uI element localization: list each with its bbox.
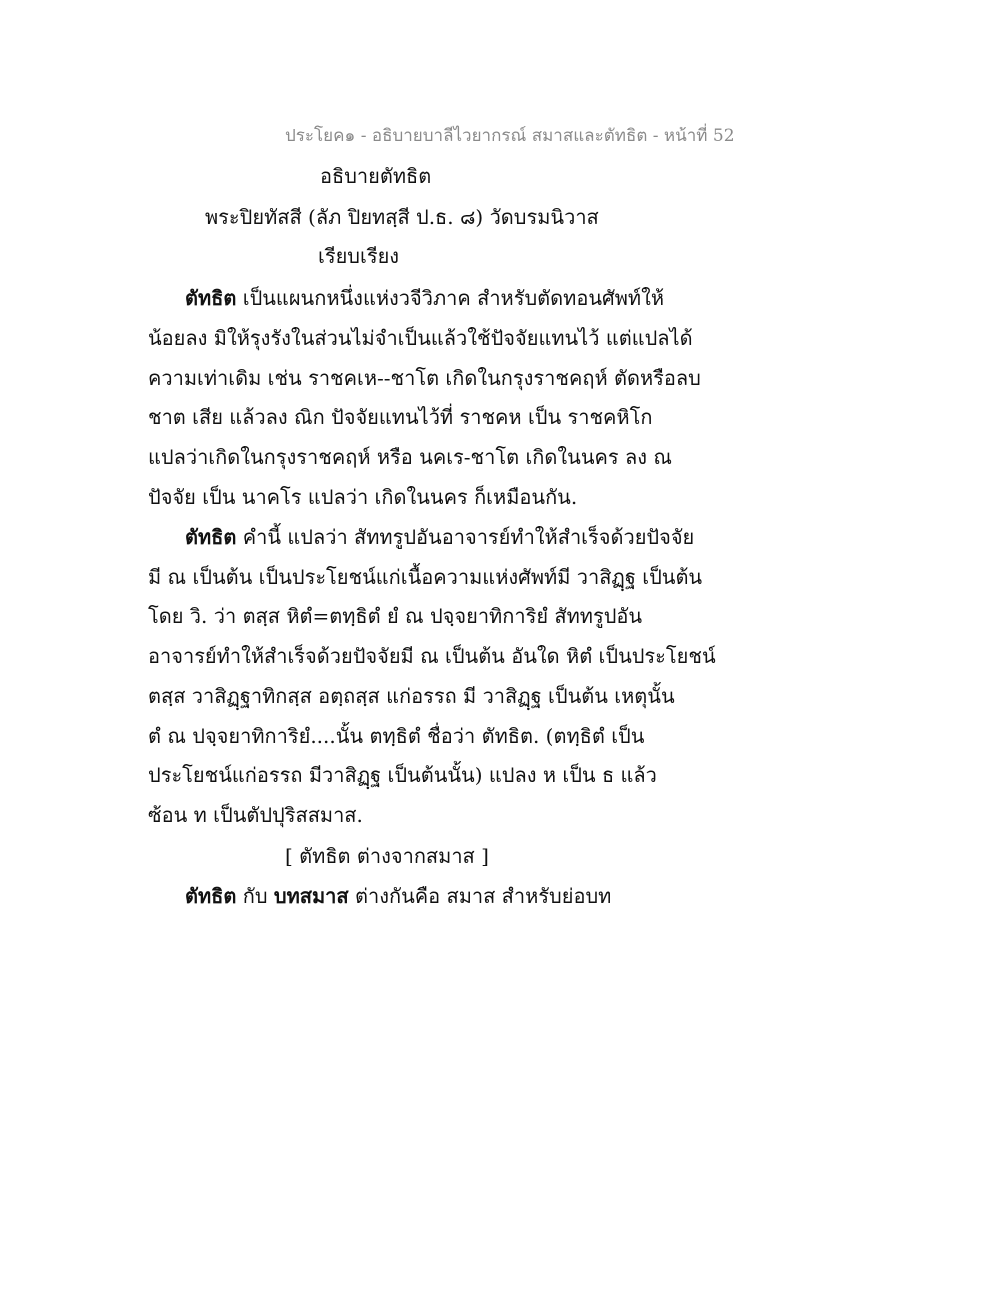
paragraph3-term1: ตัทธิต bbox=[185, 884, 237, 908]
document-title: อธิบายตัทธิต bbox=[320, 164, 432, 188]
paragraph2-line4: อาจารย์ทำให้สำเร็จด้วยปัจจัยมี ณ เป็นต้น อันใด หิตํ เป็นประโยชน์ bbox=[148, 644, 716, 668]
paragraph2-line3: โดย วิ. ว่า ตสฺส หิตํ=ตทฺธิตํ ยํ ณ ปจฺจยาทิการิยํ สัททรูปอัน bbox=[148, 604, 643, 628]
paragraph1-line2: น้อยลง มิให้รุงรังในส่วนไม่จำเป็นแล้วใช้ปัจจัยแทนไว้ แต่แปลได้ bbox=[148, 326, 693, 350]
paragraph1-line6: ปัจจัย เป็น นาคโร แปลว่า เกิดในนคร ก็เหมือนกัน. bbox=[148, 485, 578, 509]
paragraph3-term2: บทสมาส bbox=[273, 884, 349, 908]
paragraph3-line1 bbox=[185, 880, 611, 912]
paragraph1-line1-text: เป็นแผนกหนึ่งแห่งวจีวิภาค สำหรับตัดทอนศัพท์ให้ bbox=[236, 286, 665, 310]
paragraph2-line2: มี ณ เป็นต้น เป็นประโยชน์แก่เนื้อความแห่งศัพท์มี วาสิฏฺฐ เป็นต้น bbox=[148, 565, 703, 589]
paragraph1-line5: แปลว่าเกิดในกรุงราชคฤห์ หรือ นคเร-ชาโต เกิดในนคร ลง ณ bbox=[148, 445, 672, 469]
author-line: พระปิยทัสสี (ลัภ ปิยทสฺสี ป.ธ. ๘) วัดบรมนิวาส bbox=[205, 205, 599, 229]
paragraph2-line5: ตสฺส วาสิฏฺฐาทิกสฺส อตฺถสฺส แก่อรรถ มี วาสิฏฺฐ เป็นต้น เหตุนั้น bbox=[148, 684, 675, 708]
paragraph2-line1-text: คำนี้ แปลว่า สัททรูปอันอาจารย์ทำให้สำเร็จด้วยปัจจัย bbox=[236, 525, 695, 549]
paragraph2-line8: ซ้อน ท เป็นตัปปุริสสมาส. bbox=[148, 803, 363, 827]
section-heading: [ ตัทธิต ต่างจากสมาส ] bbox=[285, 844, 489, 868]
paragraph2-line6: ตํ ณ ปจฺจยาทิการิยํ....นั้น ตทฺธิตํ ชื่อว่า ตัทธิต. (ตทฺธิตํ เป็น bbox=[148, 724, 645, 748]
paragraph3-line1-text: ต่างกันคือ สมาส สำหรับย่อบท bbox=[348, 884, 612, 908]
paragraph3-connector: กับ bbox=[236, 884, 274, 908]
compiled-label: เรียบเรียง bbox=[318, 244, 400, 268]
running-header: ประโยค๑ - อธิบายบาลีไวยากรณ์ สมาสและตัทธิต - หน้าที่ 52 bbox=[285, 126, 735, 146]
paragraph1-line4: ชาต เสีย แล้วลง ณิก ปัจจัยแทนไว้ที่ ราชคห เป็น ราชคหิโก bbox=[148, 405, 653, 429]
paragraph1-term: ตัทธิต bbox=[185, 286, 237, 310]
paragraph1-line3: ความเท่าเดิม เช่น ราชคเห--ชาโต เกิดในกรุงราชคฤห์ ตัดหรือลบ bbox=[148, 366, 701, 390]
paragraph2-line1 bbox=[185, 521, 694, 553]
paragraph2-term: ตัทธิต bbox=[185, 525, 237, 549]
paragraph2-line7: ประโยชน์แก่อรรถ มีวาสิฏฺฐ เป็นต้นนั้น) แปลง ห เป็น ธ แล้ว bbox=[148, 763, 657, 787]
paragraph1-line1 bbox=[185, 282, 664, 314]
